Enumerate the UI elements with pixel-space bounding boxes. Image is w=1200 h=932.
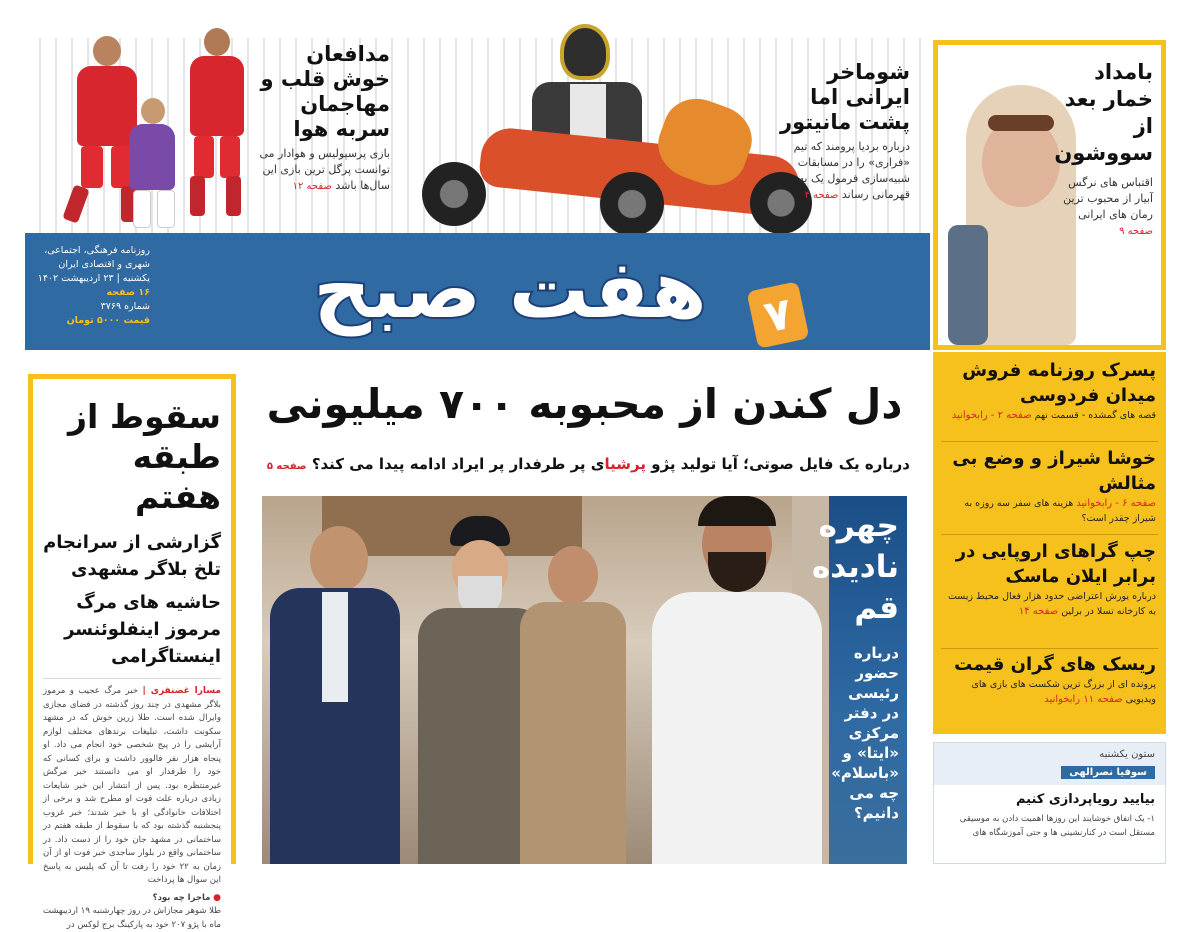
edition-line1: روزنامه فرهنگی، اجتماعی، <box>44 245 150 256</box>
photo-title-line1: چهره <box>818 508 899 544</box>
teaser-novel-body: اقتباس های نرگس آبیار از محبوب ترین رمان های ایرانی صفحه ۹ <box>1063 176 1153 237</box>
headline-item-newsboy[interactable] <box>941 358 1156 423</box>
divider <box>941 534 1158 535</box>
photo-title-line2: نادیده <box>811 549 899 585</box>
teaser-schumacher-title: شوماخر ایرانی اما پشت مانیتور <box>780 60 910 134</box>
blogger-question: ● ماجرا چه بود؟ <box>152 892 221 903</box>
photo-title-line3: قم <box>854 590 899 626</box>
headline-title: ریسک های گران قیمت <box>954 654 1156 675</box>
headline-item-shiraz[interactable] <box>941 446 1156 526</box>
headline-body: پرونده ای از بزرگ ترین شکست های بازی های ویدیویی صفحه ۱۱ رابخوانید <box>971 679 1156 705</box>
teaser-box-novel[interactable] <box>933 40 1166 350</box>
column-author: سوفیا نصرالهی <box>1061 766 1155 779</box>
blogger-sub2: حاشیه های مرگ مرموز اینفلوئنسر اینستاگرامی <box>64 592 221 667</box>
main-subhead: درباره یک فایل صوتی؛ آیا تولید پژو پرشیای پر طرفدار پر ایراد ادامه پیدا می کند؟ صفحه ۵ <box>266 455 910 473</box>
headline-body: صفحه ۶ - رابخوانید هزینه های سفر سه روزه به شیراز چقدر است؟ <box>964 498 1156 524</box>
subhead-highlight: پرشیا <box>604 455 647 473</box>
divider <box>941 441 1158 442</box>
edition-price: قیمت ۵۰۰۰ تومان <box>66 315 150 326</box>
teaser-football-body: بازی پرسپولیس و هوادار می توانست پرگل ترین بازی این سال‌ها باشد صفحه ۱۲ <box>259 147 390 192</box>
main-photo <box>262 496 907 864</box>
logo-number-badge: ۷ <box>747 281 810 349</box>
divider <box>43 678 221 679</box>
headline-item-games[interactable] <box>941 652 1156 707</box>
headline-stack <box>933 352 1166 734</box>
edition-info <box>32 244 150 328</box>
story-box-blogger[interactable] <box>28 374 236 930</box>
photo-body: درباره حضور رئیسی در دفتر مرکزی «ایتا» و «باسلام» چه می دانیم؟ <box>831 644 899 822</box>
edition-line2: شهری و اقتصادی ایران <box>58 259 150 270</box>
divider <box>941 648 1158 649</box>
page-ref: صفحه ۵ <box>266 461 307 472</box>
headline-title: پسرک روزنامه فروش میدان فردوسی <box>962 360 1156 406</box>
blogger-body2: طلا شوهر مجازاش در روز چهارشنبه ۱۹ اردیبهشت ماه با پژو ۲۰۷ خود به پارکینگ برج لوکس در <box>43 906 222 930</box>
photo-caption-panel[interactable] <box>811 496 907 864</box>
headline-item-musk[interactable] <box>941 539 1156 619</box>
headline-body: قصه های گمشده - قسمت نهم صفحه ۲ - رابخوانید <box>951 410 1156 421</box>
page-ref: صفحه ۱۱ رابخوانید <box>1044 694 1123 705</box>
headline-title: چپ گراهای اروپایی در برابر ایلان ماسک <box>955 541 1156 587</box>
column-header <box>934 743 1165 785</box>
blogger-title-line2: طبقه هفتم <box>132 437 221 516</box>
blogger-title-line1: سقوط از <box>68 397 221 436</box>
edition-issue: شماره ۳۷۶۹ <box>100 301 150 312</box>
column-title: بیایید رویاپردازی کنیم <box>1015 792 1155 807</box>
page-ref: صفحه ۹ <box>1119 226 1153 237</box>
teaser-schumacher-body: درباره بردیا پرومند که تیم «فراری» را در مسابقات شبیه‌سازی فرمول یک به قهرمانی رساند صفحه ۴ <box>793 140 910 201</box>
teaser-football-title: مدافعان خوش قلب و مهاجمان سربه هوا <box>260 42 390 141</box>
page-ref: صفحه ۱۴ <box>1018 606 1059 617</box>
teaser-schumacher[interactable] <box>760 60 910 204</box>
main-headline[interactable]: دل کندن از محبوبه ۷۰۰ میلیونی <box>266 380 903 428</box>
blogger-body: مسارا غضنفری | خبر مرگ عجیب و مرموز بلاگر مشهدی در چند روز گذشته در فضای مجازی وایرال شده است. طلا زرین خوش که در مشهد سکونت داشت، تبلیغات برندهای مختلف لوازم آرایشی را در پیج شخصی خود انجام می داد. او پنجاه هزار نفر فالوور داشت و برای کسانی که خود را طرفدار او می دانستند خبر مرگش غیرمنتظره بود. پس از انتشار این خبر شایعات زیادی درباره علت فوت او مطرح شد و برخی از اختلافات خانوادگی او با خبر شدند؛ خبر غروب پنجشنبه گذشته بود که با سقوط از طبقه هفتم در ساختمانی در مشهد جان خود را از دست داد. در ساختمانی واقع در بلوار ساجدی خبر فوت او از آن زمان به ۲۲ خود را رفت تا آن که پلیس به پاسخ این سوال ها پرداخت <box>43 686 221 885</box>
teaser-football[interactable] <box>250 42 390 195</box>
blogger-byline: مسارا غضنفری | <box>142 686 221 696</box>
question-marker: ● <box>213 892 221 903</box>
football-photo <box>28 28 250 233</box>
page-ref: صفحه ۴ <box>804 190 839 201</box>
column-box[interactable] <box>933 742 1166 864</box>
column-label: ستون یکشنبه <box>1099 749 1155 760</box>
newspaper-logo[interactable]: هفت صبح <box>313 243 707 336</box>
page-ref: صفحه ۶ - رابخوانید <box>1076 498 1156 509</box>
edition-pages: ۱۶ صفحه <box>106 287 150 298</box>
page-ref: صفحه ۱۲ <box>292 181 332 192</box>
headline-body: درباره یورش اعتراضی حدود هزار فعال محیط زیست به کارخانه تسلا در برلین صفحه ۱۴ <box>947 591 1156 617</box>
page-ref: صفحه ۲ - رابخوانید <box>951 410 1032 421</box>
teaser-novel-title: بامداد خمار بعد از سووشون <box>1054 60 1153 165</box>
headline-title: خوشا شیراز و وضع بی مثالش <box>952 448 1156 494</box>
blogger-sub1: گزارشی از سرانجام تلخ بلاگر مشهدی <box>43 532 221 580</box>
column-body: ۱- یک اتفاق خوشایند این روزها اهمیت دادن به موسیقی مستقل است در کنارنشینی ها و حتی آموزشگاه های <box>959 814 1155 838</box>
edition-date: یکشنبه | ۲۳ اردیبهشت ۱۴۰۲ <box>37 273 150 284</box>
